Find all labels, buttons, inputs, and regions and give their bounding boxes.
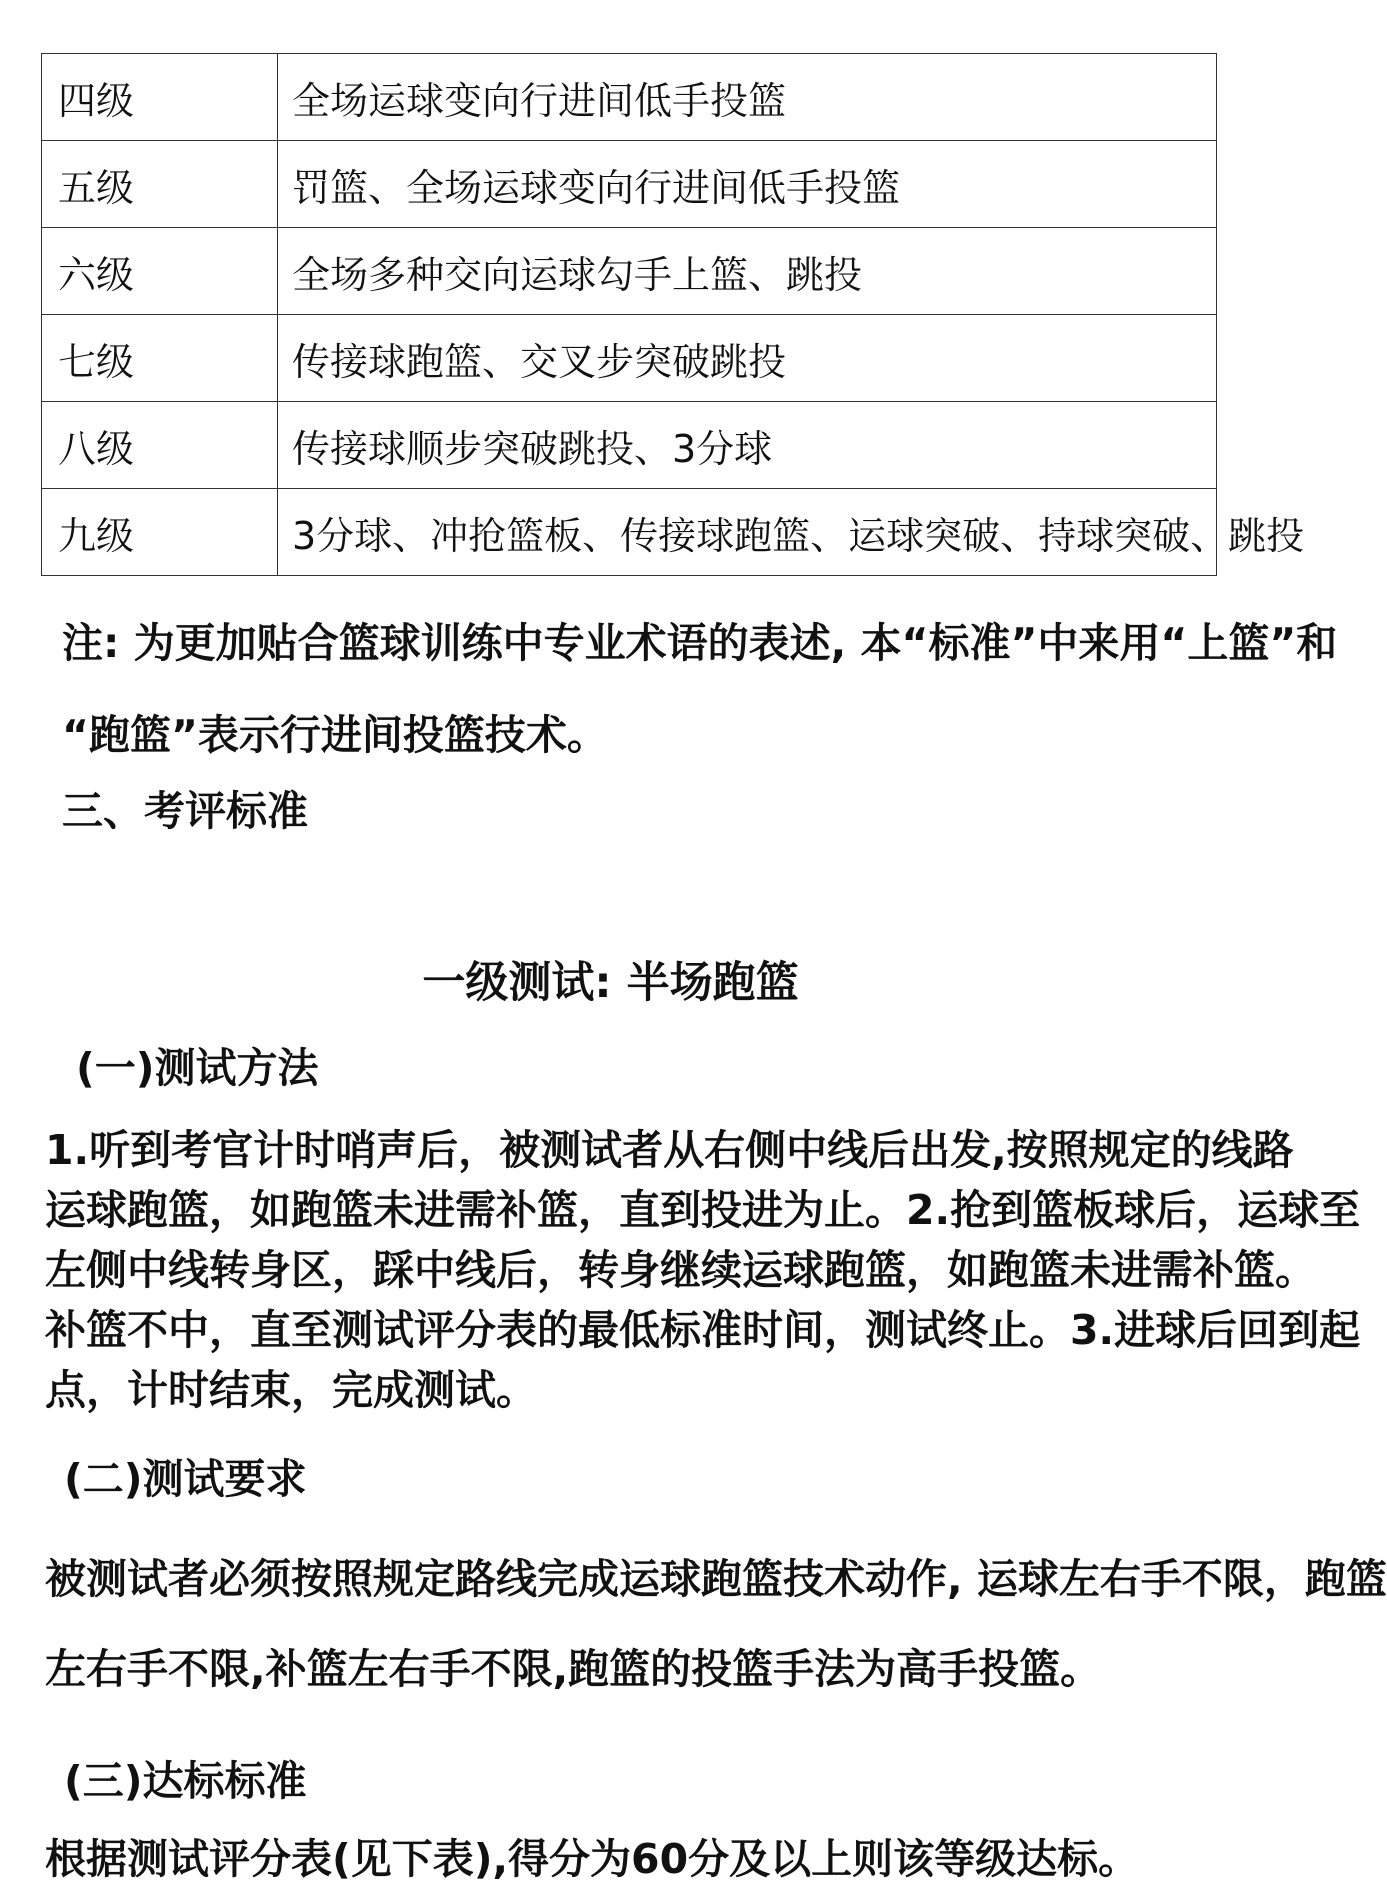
method-heading: (一)测试方法 bbox=[76, 1044, 319, 1092]
requirements-line-2: 左右手不限,补篮左右手不限,跑篮的投篮手法为高手投篮。 bbox=[45, 1645, 1102, 1693]
table-row bbox=[42, 402, 1217, 489]
method-line-3: 左侧中线转身区，踩中线后，转身继续运球跑篮，如跑篮未进需补篮。 bbox=[45, 1246, 1316, 1294]
level-cell: 四级 bbox=[42, 54, 278, 141]
content-cell: 传接球顺步突破跳投、3分球 bbox=[278, 402, 1217, 489]
standard-heading: (三)达标标准 bbox=[64, 1757, 307, 1805]
test-title: 一级测试: 半场跑篮 bbox=[422, 958, 799, 1008]
note-line-2: “跑篮”表示行进间投篮技术。 bbox=[62, 711, 608, 759]
level-cell: 六级 bbox=[42, 228, 278, 315]
requirements-heading: (二)测试要求 bbox=[64, 1455, 307, 1503]
method-line-1: 1.听到考官计时哨声后，被测试者从右侧中线后出发,按照规定的线路 bbox=[45, 1126, 1294, 1174]
content-cell: 罚篮、全场运球变向行进间低手投篮 bbox=[278, 141, 1217, 228]
level-content-table bbox=[41, 53, 1305, 576]
requirements-line-1: 被测试者必须按照规定路线完成运球跑篮技术动作, 运球左右手不限，跑篮 bbox=[45, 1555, 1387, 1603]
content-cell: 全场多种交向运球勾手上篮、跳投 bbox=[278, 228, 1217, 315]
content-cell: 3分球、冲抢篮板、传接球跑篮、运球突破、持球突破、跳投 bbox=[278, 489, 1217, 576]
section-heading: 三、考评标准 bbox=[62, 787, 308, 835]
level-cell: 七级 bbox=[42, 315, 278, 402]
method-line-2: 运球跑篮，如跑篮未进需补篮，直到投进为止。2.抢到篮板球后，运球至 bbox=[45, 1186, 1361, 1234]
table-row bbox=[42, 54, 1217, 141]
method-line-5: 点，计时结束，完成测试。 bbox=[45, 1366, 537, 1414]
table-row bbox=[42, 141, 1217, 228]
level-cell: 八级 bbox=[42, 402, 278, 489]
table-row bbox=[42, 315, 1217, 402]
table-row bbox=[42, 489, 1217, 576]
level-cell: 五级 bbox=[42, 141, 278, 228]
table-row bbox=[42, 228, 1217, 315]
level-cell: 九级 bbox=[42, 489, 278, 576]
method-line-4: 补篮不中，直至测试评分表的最低标准时间，测试终止。3.进球后回到起 bbox=[45, 1306, 1361, 1354]
content-cell: 传接球跑篮、交叉步突破跳投 bbox=[278, 315, 1217, 402]
content-cell: 全场运球变向行进间低手投篮 bbox=[278, 54, 1217, 141]
standard-text: 根据测试评分表(见下表),得分为60分及以上则该等级达标。 bbox=[45, 1835, 1140, 1883]
note-line-1: 注: 为更加贴合篮球训练中专业术语的表述, 本“标准”中来用“上篮”和 bbox=[62, 619, 1338, 667]
